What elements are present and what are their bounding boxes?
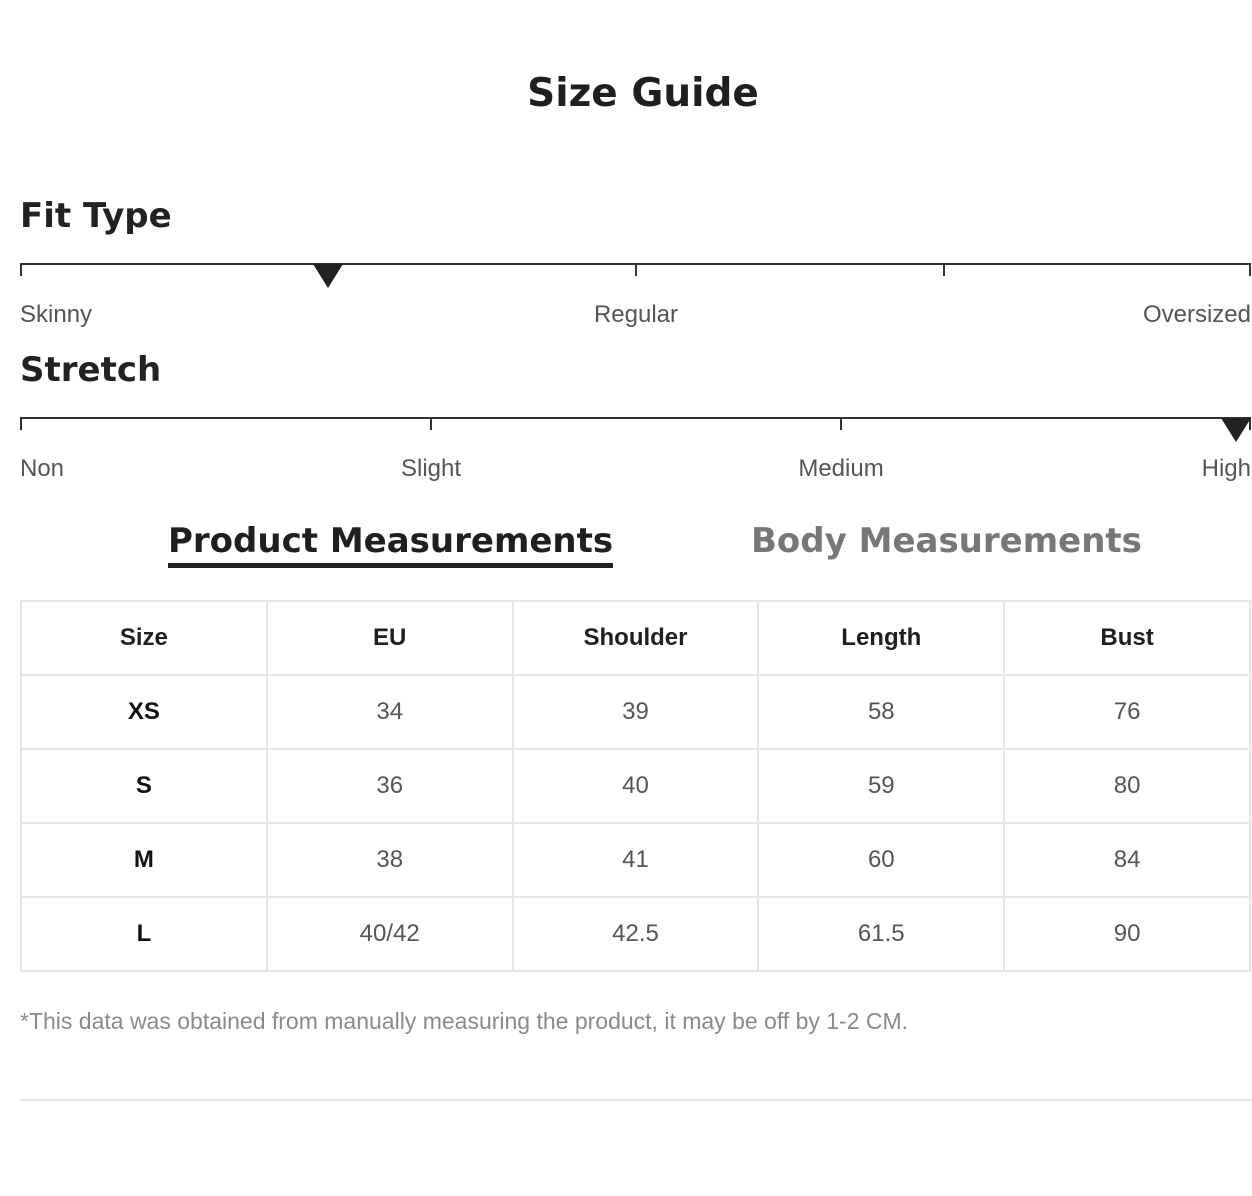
table-row [21,897,1250,971]
bust-cell: 76 [1004,675,1250,749]
stretch-tick [430,417,432,430]
stretch-label-slight: Slight [400,455,462,482]
shoulder-cell: 41 [513,823,759,897]
stretch-tick [20,417,22,430]
table-row [21,749,1250,823]
size-cell: L [21,897,267,971]
column-header-length: Length [758,601,1004,675]
column-header-shoulder: Shoulder [513,601,759,675]
stretch-scale [20,417,1252,507]
eu-cell: 36 [267,749,513,823]
eu-cell: 38 [267,823,513,897]
eu-cell: 34 [267,675,513,749]
column-header-size: Size [21,601,267,675]
column-header-bust: Bust [1004,601,1250,675]
divider [20,1099,1252,1101]
shoulder-cell: 39 [513,675,759,749]
tab-body-measurements[interactable]: Body Measurements [751,521,1142,561]
length-cell: 59 [758,749,1004,823]
fit-type-indicator-icon [313,264,343,288]
length-cell: 58 [758,675,1004,749]
table-row [21,675,1250,749]
size-cell: XS [21,675,267,749]
fit-type-heading: Fit Type [20,196,172,236]
fit-type-scale [20,263,1252,353]
measurement-tabs [0,520,1252,570]
stretch-tick [840,417,842,430]
fit-type-tick [20,263,22,276]
table-header-row [21,601,1250,675]
size-cell: M [21,823,267,897]
stretch-indicator-icon [1221,418,1251,442]
column-header-eu: EU [267,601,513,675]
shoulder-cell: 42.5 [513,897,759,971]
tab-product-measurements[interactable]: Product Measurements [168,520,613,568]
table-row [21,823,1250,897]
length-cell: 60 [758,823,1004,897]
bust-cell: 80 [1004,749,1250,823]
stretch-heading: Stretch [20,350,162,390]
stretch-label-high: High [1201,455,1251,482]
page-title: Size Guide [527,71,759,116]
size-cell: S [21,749,267,823]
shoulder-cell: 40 [513,749,759,823]
stretch-scale-line [20,417,1251,419]
length-cell: 61.5 [758,897,1004,971]
fit-type-tick [943,263,945,276]
fit-type-label-regular: Regular [593,301,679,328]
fit-type-tick [1249,263,1251,276]
stretch-label-medium: Medium [798,455,884,482]
measurement-disclaimer: *This data was obtained from manually measuring the product, it may be off by 1-2 CM. [20,1008,909,1034]
fit-type-label-oversized: Oversized [1142,301,1251,328]
bust-cell: 84 [1004,823,1250,897]
stretch-label-non: Non [20,455,65,482]
size-table [20,600,1251,972]
bust-cell: 90 [1004,897,1250,971]
eu-cell: 40/42 [267,897,513,971]
fit-type-label-skinny: Skinny [20,301,93,328]
fit-type-tick [635,263,637,276]
